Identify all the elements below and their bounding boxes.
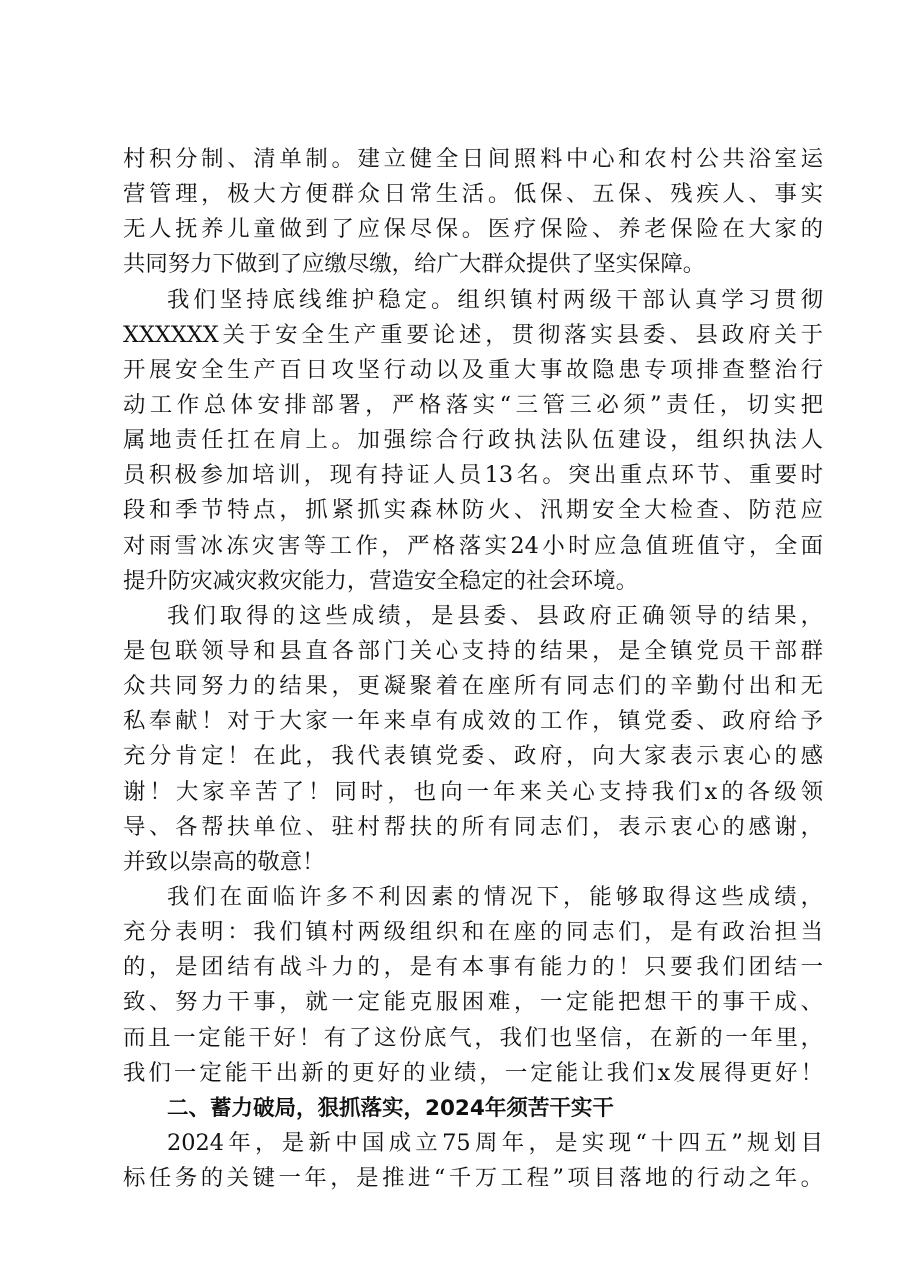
- text-line: 而且一定能干好！有了这份底气，我们也坚信，在新的一年里，: [123, 1024, 823, 1051]
- text-line: 动工作总体安排部署，严格落实“三管三必须”责任，切实把: [123, 391, 823, 418]
- document-body: [123, 142, 823, 1196]
- text-line: 共同努力下做到了应缴尽缴，给广大群众提供了坚实保障。: [123, 251, 706, 278]
- text-line: 我们在面临许多不利因素的情况下，能够取得这些成绩，: [167, 883, 823, 910]
- text-line: 充分表明：我们镇村两级组织和在座的同志们，是有政治担当: [123, 919, 823, 946]
- text-line: 众共同努力的结果，更凝聚着在座所有同志们的辛勤付出和无: [123, 673, 823, 700]
- text-line: 充分肯定！在此，我代表镇党委、政府，向大家表示衷心的感: [123, 743, 823, 770]
- text-line: 开展安全生产百日攻坚行动以及重大事故隐患专项排查整治行: [123, 356, 823, 383]
- text-line: 无人抚养儿童做到了应保尽保。医疗保险、养老保险在大家的: [123, 216, 823, 243]
- text-line: 员积极参加培训，现有持证人员13名。突出重点环节、重要时: [123, 462, 823, 489]
- text-line: 谢！大家辛苦了！同时，也向一年来关心支持我们x的各级领: [123, 778, 823, 805]
- text-line: 我们坚持底线维护稳定。组织镇村两级干部认真学习贯彻: [167, 286, 823, 313]
- text-line: 致、努力干事，就一定能克服困难，一定能把想干的事干成、: [123, 989, 823, 1016]
- text-line: XXXXXX关于安全生产重要论述，贯彻落实县委、县政府关于: [123, 321, 823, 348]
- text-line: 是包联领导和县直各部门关心支持的结果，是全镇党员干部群: [123, 637, 823, 664]
- text-line: 标任务的关键一年，是推进“千万工程”项目落地的行动之年。: [123, 1165, 823, 1192]
- text-line: 我们取得的这些成绩，是县委、县政府正确领导的结果，: [167, 602, 823, 629]
- text-line: 提升防灾减灾救灾能力，营造安全稳定的社会环境。: [123, 567, 638, 594]
- text-line: 导、各帮扶单位、驻村帮扶的所有同志们，表示衷心的感谢，: [123, 813, 823, 840]
- text-line: 对雨雪冰冻灾害等工作，严格落实24小时应急值班值守，全面: [123, 532, 823, 559]
- text-line: 村积分制、清单制。建立健全日间照料中心和农村公共浴室运: [123, 146, 823, 172]
- section-heading: 二、蓄力破局，狠抓落实，2024年须苦干实干: [167, 1095, 614, 1121]
- text-line: 2024年，是新中国成立75周年，是实现“十四五”规划目: [167, 1129, 823, 1156]
- text-line: 营管理，极大方便群众日常生活。低保、五保、残疾人、事实: [123, 181, 823, 208]
- text-line: 私奉献！对于大家一年来卓有成效的工作，镇党委、政府给予: [123, 708, 823, 735]
- text-line: 属地责任扛在肩上。加强综合行政执法队伍建设，组织执法人: [123, 427, 823, 454]
- text-line: 并致以崇高的敬意！: [123, 848, 325, 875]
- text-line: 的，是团结有战斗力的，是有本事有能力的！只要我们团结一: [123, 954, 823, 981]
- text-line: 段和季节特点，抓紧抓实森林防火、汛期安全大检查、防范应: [123, 497, 823, 524]
- text-line: 我们一定能干出新的更好的业绩，一定能让我们x发展得更好！: [123, 1059, 823, 1086]
